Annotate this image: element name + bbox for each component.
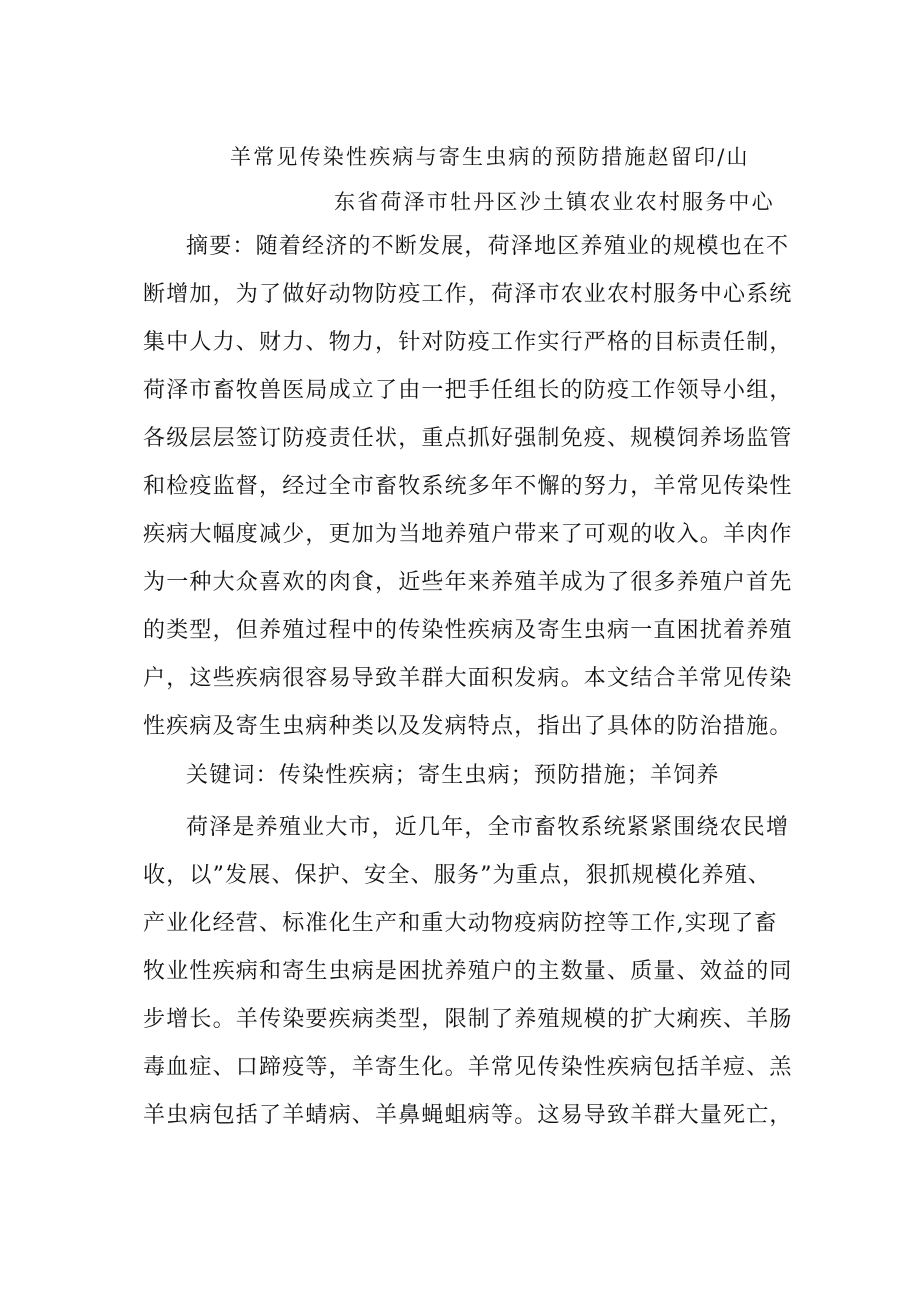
abstract-line: 各级层层签订防疫责任状，重点抓好强制免疫、规模饲养场监管 [143, 426, 793, 451]
abstract-line: 为一种大众喜欢的肉食，近些年来养殖羊成为了很多养殖户首先 [143, 570, 793, 595]
body-line: 收，以”发展、保护、安全、服务”为重点，狠抓规模化养殖、 [143, 863, 772, 888]
title-line-2: 东省荷泽市牡丹区沙土镇农业农村服务中心 [334, 190, 775, 214]
body-line: 步增长。羊传染要疾病类型，限制了养殖规模的扩大痢疾、羊肠 [143, 1007, 793, 1032]
abstract-line: 摘要：随着经济的不断发展，荷泽地区养殖业的规模也在不 [186, 234, 790, 259]
body-line: 牧业性疾病和寄生虫病是困扰养殖户的主数量、质量、效益的同 [143, 959, 793, 984]
abstract-line: 的类型，但养殖过程中的传染性疾病及寄生虫病一直困扰着养殖 [143, 618, 793, 643]
abstract-line: 集中人力、财力、物力，针对防疫工作实行严格的目标责任制， [143, 330, 793, 355]
abstract-line: 性疾病及寄生虫病种类以及发病特点，指出了具体的防治措施。 [143, 714, 793, 739]
keywords-line: 关键词：传染性疾病；寄生虫病；预防措施；羊饲养 [186, 763, 720, 788]
body-line: 荷泽是养殖业大市，近几年，全市畜牧系统紧紧围绕农民增 [186, 815, 790, 840]
body-line: 毒血症、口蹄疫等，羊寄生化。羊常见传染性疾病包括羊痘、羔 [143, 1055, 793, 1080]
body-line: 产业化经营、标准化生产和重大动物疫病防控等工作,实现了畜 [143, 911, 778, 936]
abstract-line: 荷泽市畜牧兽医局成立了由一把手任组长的防疫工作领导小组， [143, 378, 793, 403]
title-line-1: 羊常见传染性疾病与寄生虫病的预防措施赵留印/山 [230, 145, 750, 169]
abstract-line: 和检疫监督，经过全市畜牧系统多年不懈的努力，羊常见传染性 [143, 474, 793, 499]
abstract-line: 断增加，为了做好动物防疫工作，荷泽市农业农村服务中心系统 [143, 282, 793, 307]
body-line: 羊虫病包括了羊蜻病、羊鼻蝇蛆病等。这易导致羊群大量死亡， [143, 1103, 793, 1128]
abstract-line: 户，这些疾病很容易导致羊群大面积发病。本文结合羊常见传染 [143, 666, 793, 691]
abstract-line: 疾病大幅度减少，更加为当地养殖户带来了可观的收入。羊肉作 [143, 522, 793, 547]
